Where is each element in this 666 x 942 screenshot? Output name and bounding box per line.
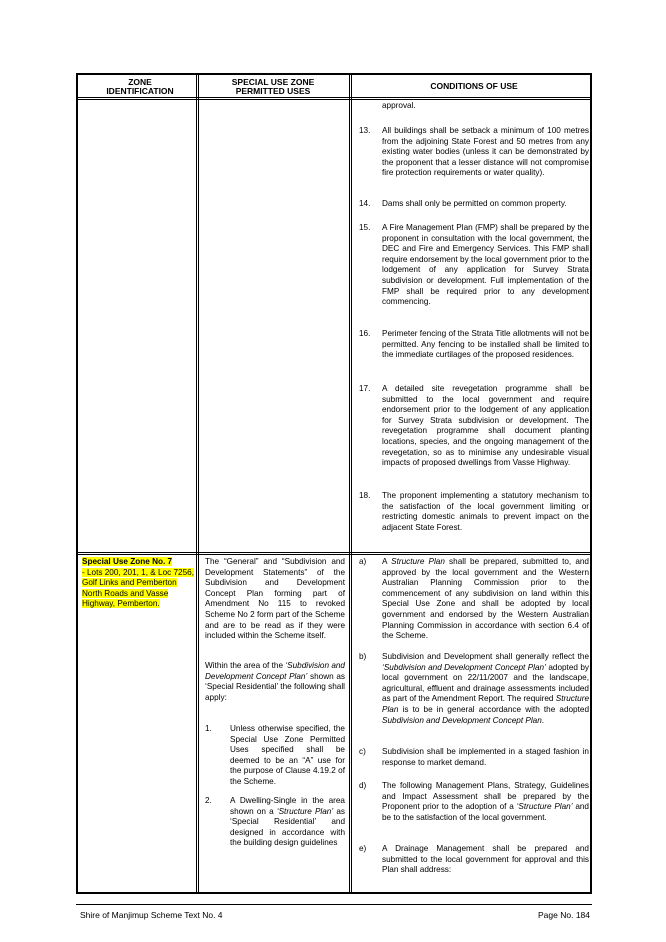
condition-letter: b) — [359, 652, 367, 661]
condition-letter: c) — [359, 747, 366, 756]
condition-number: 15. — [359, 223, 371, 232]
condition-number: 17. — [359, 384, 371, 393]
uses-within: Within the area of the ‘Subdivision and Development Concept Plan’ shown as ‘Special Residential’ the following shall apply: — [205, 661, 345, 702]
condition-letter: e) — [359, 844, 367, 853]
footer-document-title: Shire of Manjimup Scheme Text No. 4 — [80, 910, 223, 920]
continued-text: approval. — [382, 101, 416, 110]
column-divider — [349, 75, 352, 892]
condition-text: A Structure Plan shall be prepared, submitted to, and approved by the local government and the Western Australian Planning Commission prior to the commencement of any subdivision on land within this Special Use Zone and shall be adopted by local government and endorsed by the Western Australian Planning Commission in accordance with section 6.4 of the Scheme. — [382, 557, 589, 641]
condition-text: The following Management Plans, Strategy, Guidelines and Impact Assessment shall be prepared by the Proponent prior to the adoption of a ‘Structure Plan’ and be to the satisfaction of the local government. — [382, 781, 589, 822]
uses-item-text: Unless otherwise specified, the Special Use Zone Permitted Uses specified shall be deemed to be an “A” use for the purpose of Clause 4.19.2 of the Scheme. — [230, 724, 345, 786]
condition-number: 16. — [359, 329, 371, 338]
condition-text: Dams shall only be permitted on common property. — [382, 199, 567, 208]
condition-letter: a) — [359, 557, 367, 566]
condition-text: Subdivision and Development shall generally reflect the ‘Subdivision and Development Concept Plan’ adopted by local government on 22/11/2007 and the landscape, agricultural, effluent and drainage assessments included as part of the Amendment Report. The required Structure Plan is to be in general accordance with the adopted Subdivision and Development Concept Plan. — [382, 652, 589, 725]
uses-intro: The “General” and “Subdivision and Development Statements” of the Subdivision and Development Concept Plan forming part of Amendment No 115 to revoked Scheme No 2 form part of the Scheme and are to be read as if they were included within the Scheme itself. — [205, 557, 345, 641]
row-divider — [78, 552, 590, 555]
zone-name: Special Use Zone No. 7 — [82, 557, 173, 566]
zone-identification-cell — [82, 557, 194, 610]
condition-text: A Drainage Management shall be prepared and submitted to the local government for approval and this Plan shall address: — [382, 844, 589, 875]
condition-text: Perimeter fencing of the Strata Title allotments will not be permitted. Any fencing to be installed shall be limited to the immediate curtilages of the proposed residences. — [382, 329, 589, 360]
uses-item-number: 1. — [205, 724, 212, 733]
condition-letter: d) — [359, 781, 367, 790]
condition-text: A detailed site revegetation programme shall be submitted to the local government and require endorsement prior to the lodgement of any application for Survey Strata subdivision or development. The revegetation programme shall document planting locations, species, and the ongoing management of the revegetation, so as to minimise any undesirable visual impacts of proposed dwellings from Vasse Highway. — [382, 384, 589, 468]
header-conditions-of-use: CONDITIONS OF USE — [430, 81, 518, 92]
zoning-table — [76, 73, 592, 894]
header-zone-identification: ZONE IDENTIFICATION — [106, 76, 174, 96]
condition-text: All buildings shall be setback a minimum of 100 metres from the adjoining State Forest and 50 metres from any existing water bodies (unless it can be demonstrated by the proponent that a lesser distance will not compromise fire protection requirements or water quality). — [382, 126, 589, 178]
uses-item-number: 2. — [205, 796, 212, 805]
footer-page-number: Page No. 184 — [538, 910, 590, 920]
condition-number: 13. — [359, 126, 371, 135]
header-permitted-uses: SPECIAL USE ZONE PERMITTED USES — [231, 76, 315, 96]
condition-text: Subdivision shall be implemented in a staged fashion in response to market demand. — [382, 747, 589, 767]
condition-number: 14. — [359, 199, 371, 208]
footer-rule — [76, 904, 592, 905]
uses-item-text: A Dwelling-Single in the area shown on a ‘Structure Plan’ as ‘Special Residential’ and designed in accordance with the building design guidelines — [230, 796, 345, 848]
zone-description: - Lots 200, 201, 1, & Loc 7256, Golf Links and Pemberton North Roads and Vasse Highway, Pemberton. — [82, 567, 194, 609]
condition-number: 18. — [359, 491, 371, 500]
condition-text: The proponent implementing a statutory mechanism to the satisfaction of the local government limiting or restricting domestic animals to prevent impact on the adjacent State Forest. — [382, 491, 589, 532]
column-divider — [196, 75, 199, 892]
condition-text: A Fire Management Plan (FMP) shall be prepared by the proponent in consultation with the local government, the DEC and Fire and Emergency Services. This FMP shall require endorsement by the local government prior to the lodgement of any application for Survey Strata subdivision or development. Full implementation of the FMP shall be required prior to any development commencing. — [382, 223, 589, 307]
